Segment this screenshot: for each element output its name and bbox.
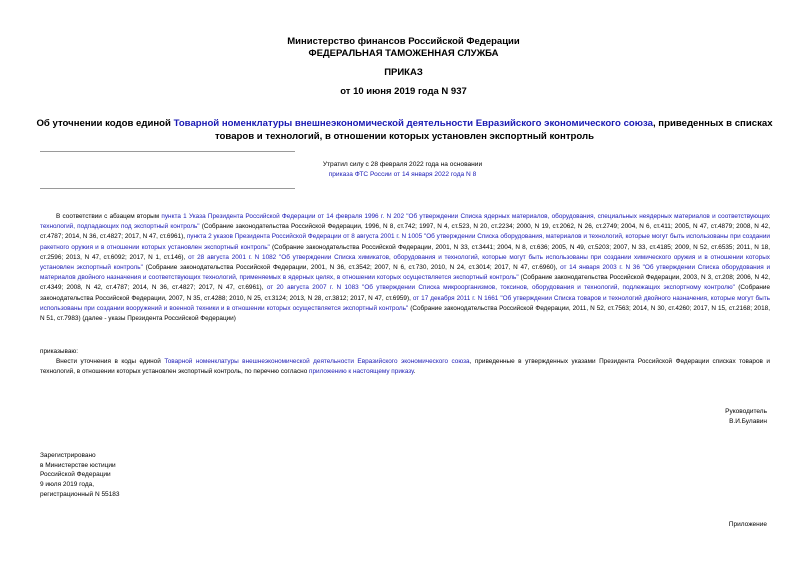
registration-line: 9 июля 2019 года, bbox=[40, 481, 95, 488]
title-text-start: Об уточнении кодов единой bbox=[36, 118, 174, 129]
signatory-name: В.И.Булавин bbox=[729, 418, 767, 425]
decree-1082-link[interactable]: от 28 августа 2001 г. N 1082 "Об утверждении Списка химикатов, оборудования и технологий, которые могут быть использованы при создании химического оружия и в отношении которых установлен экспортный контроль" bbox=[40, 253, 771, 272]
title-text-end: , приведенных в списках товаров и технологий, в отношении которых установлен экспортный контроль bbox=[214, 118, 773, 142]
preamble-paragraph bbox=[40, 212, 770, 324]
preamble-text: (Собрание законодательства Российской Федерации, 1996, N 8, ст.742; 1997, N 4, ст.523, N 20, ст.2234; 2000, N 19, ст.2062, N 26, ст.2749; 2004, N 6, ст.411; 2005, N 47, ст.4879; 2008, N 42, ст.4787; 2014, N 36, ст.4827; 2017, N 47, ст.6961), bbox=[40, 223, 770, 241]
document-type: ПРИКАЗ bbox=[384, 67, 423, 78]
registration-number: регистрационный N 55183 bbox=[40, 491, 120, 498]
appendix-label: Приложение bbox=[728, 521, 767, 528]
separator-line bbox=[40, 151, 295, 152]
registration-line: в Министерстве юстиции bbox=[40, 462, 116, 469]
ministry-name: Министерство финансов Российской Федерации bbox=[287, 36, 520, 47]
decree-1661-link[interactable]: от 17 декабря 2011 г. N 1661 "Об утверждении Списка товаров и технологий двойного назначения, которые могут быть использованы при создании вооружений и военной техники и в отношении которых осуществляется экспортный контроль" bbox=[40, 294, 770, 312]
preamble-text: (Собрание законодательства Российской Федерации, 2007, N 35, ст.4288; 2010, N 25, ст.3124; 2013, N 28, ст.3812; 2017, N 47, ст.6959), bbox=[40, 284, 771, 302]
decree-202-link[interactable]: пункта 1 Указа Президента Российской Федерации от 14 февраля 1996 г. N 202 "Об утверждении Списка ядерных материалов, оборудования, специальных неядерных материалов и соответствующих технологий, подпадающих под экспортный контроль" bbox=[40, 213, 770, 231]
status-note: Утратил силу с 28 февраля 2022 года на основании bbox=[322, 161, 483, 168]
title-link[interactable]: Товарной номенклатуры внешнеэкономической деятельности Евразийского экономического союза bbox=[173, 118, 653, 129]
preamble-text: (Собрание законодательства Российской Федерации, 2003, N 3, ст.208; 2006, N 42, ст.4349; 2008, N 42, ст.4787; 2014, N 36, ст.4827; 2017, N 47, ст.6961), bbox=[40, 274, 770, 292]
service-name: ФЕДЕРАЛЬНАЯ ТАМОЖЕННАЯ СЛУЖБА bbox=[308, 48, 499, 59]
decree-1005-link[interactable]: пункта 2 указов Президента Российской Федерации от 8 августа 2001 г. N 1005 "Об утверждении Списка оборудования, материалов и технологий, которые могут быть использованы при создании ракетного оружия и в отношении которых установлен экспортный контроль" bbox=[40, 233, 770, 251]
status-link[interactable]: приказа ФТС России от 14 января 2022 года N 8 bbox=[328, 171, 477, 178]
preamble-text: (Собрание законодательства Российской Федерации, 2001, N 33, ст.3441; 2004, N 8, ст.636; 2005, N 49, ст.5203; 2007, N 33, ст.4185; 2009, N 52, ст.6535; 2011, N 18, ст.2596; 2013, N 47, ст.6092; 2017, N 1, ст.146), bbox=[40, 243, 770, 261]
appendix-link[interactable]: приложению к настоящему приказу bbox=[309, 368, 414, 376]
preamble-text: В соответствии с абзацем вторым bbox=[56, 213, 162, 220]
order-text: Внести уточнения в коды единой bbox=[56, 358, 165, 365]
decree-1083-link[interactable]: от 20 августа 2007 г. N 1083 "Об утверждении Списка микроорганизмов, токсинов, оборудования и технологий, подлежащих экспортному контролю" bbox=[266, 284, 735, 292]
separator-line bbox=[40, 188, 295, 189]
order-intro: приказываю: bbox=[40, 348, 78, 355]
registration-line: Зарегистрировано bbox=[40, 452, 96, 459]
document-date-number: от 10 июня 2019 года N 937 bbox=[340, 86, 467, 97]
signatory-role: Руководитель bbox=[725, 408, 767, 415]
order-text: , приведенные в утвержденных указами Президента Российской Федерации списках товаров и технологий, в отношении которых установлен экспортный контроль, по перечню согласно bbox=[40, 358, 770, 376]
order-text: . bbox=[413, 368, 416, 376]
preamble-text: (Собрание законодательства Российской Федерации, 2011, N 52, ст.7563; 2014, N 30, ст.4260; 2017, N 15, ст.2168; 2018, N 51, ст.7983) (далее - указы Президента Российской Федерации) bbox=[40, 304, 770, 323]
decree-36-link[interactable]: от 14 января 2003 г. N 36 "Об утверждении Списка оборудования и материалов двойного назначения и соответствующих технологий, применяемых в ядерных целях, в отношении которых осуществляется экспортный контроль" bbox=[40, 264, 771, 282]
registration-line: Российской Федерации bbox=[40, 471, 111, 478]
preamble-text: (Собрание законодательства Российской Федерации, 2001, N 36, ст.3542; 2007, N 6, ст.730, 2010, N 24, ст.3014; 2017, N 47, ст.6960), bbox=[142, 264, 561, 272]
document-title bbox=[32, 117, 777, 143]
tn-ved-link[interactable]: Товарной номенклатуры внешнеэкономической деятельности Евразийского экономического союза bbox=[164, 358, 470, 365]
order-paragraph bbox=[40, 357, 770, 377]
